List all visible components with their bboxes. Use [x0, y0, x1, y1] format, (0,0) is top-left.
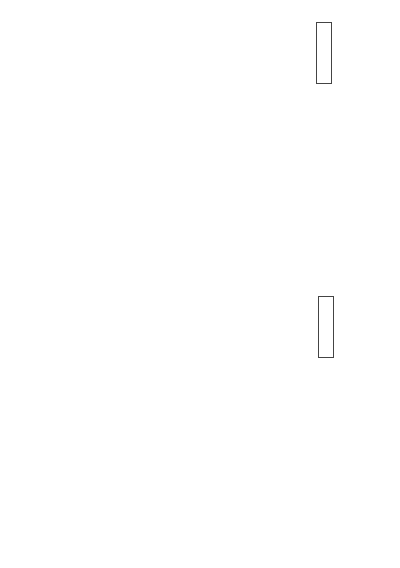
warnings-header-box [318, 296, 334, 358]
toc-header-box [316, 22, 332, 84]
